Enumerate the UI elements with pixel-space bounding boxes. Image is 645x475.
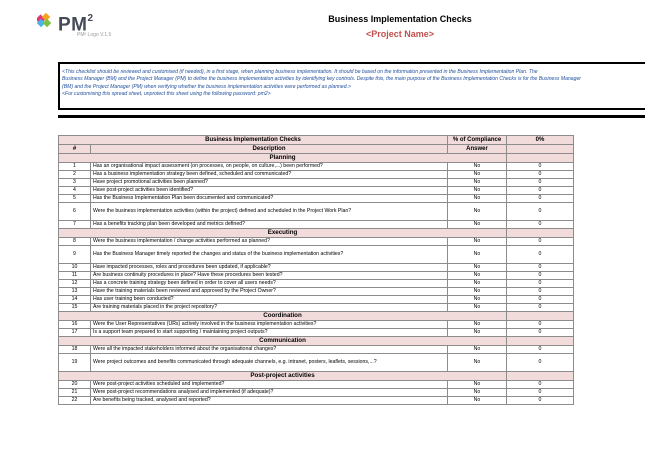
page-title: Business Implementation Checks	[328, 14, 472, 24]
row-description: Has a benefits tracking plan been developed and metrics defined?	[91, 221, 448, 229]
answer-select[interactable]: No	[448, 187, 507, 195]
row-score: 0	[507, 381, 574, 389]
row-description: Have impacted processes, roles and procedures been updated, if applicable?	[91, 264, 448, 272]
row-score: 0	[507, 304, 574, 312]
row-description: Have post-project activities been identified?	[91, 187, 448, 195]
row-number: 17	[59, 329, 91, 337]
row-number: 3	[59, 179, 91, 187]
instruction-line: Business Manager (BM) and the Project Manager (PM) to define the business implementation activities by identifying key controls. Despite this, the main purpose of the Business Implementation Checks is for the Business Manager	[62, 76, 581, 83]
row-number: 12	[59, 280, 91, 288]
row-score: 0	[507, 238, 574, 246]
row-score: 0	[507, 329, 574, 337]
row-number: 11	[59, 272, 91, 280]
pm2-logo-icon	[37, 13, 57, 29]
row-description: Are training materials placed in the project repository?	[91, 304, 448, 312]
section-header-row	[59, 229, 574, 238]
row-description: Were post-project recommendations analysed and implemented (if adequate)?	[91, 389, 448, 397]
divider-bar	[58, 115, 645, 118]
section-spacer	[507, 229, 574, 238]
section-spacer	[507, 337, 574, 346]
row-score: 0	[507, 179, 574, 187]
row-description: Has a concrete training strategy been defined in order to cover all users needs?	[91, 280, 448, 288]
table-row	[59, 304, 574, 312]
table-row	[59, 354, 574, 372]
row-score: 0	[507, 264, 574, 272]
section-header-row	[59, 337, 574, 346]
row-number: 4	[59, 187, 91, 195]
answer-select[interactable]: No	[448, 354, 507, 372]
logo-version: PM² Logo V.1.5	[77, 32, 112, 38]
row-description: Were the User Representatives (URs) actively involved in the business implementation activities?	[91, 321, 448, 329]
row-score: 0	[507, 296, 574, 304]
row-number: 16	[59, 321, 91, 329]
row-description: Has the Business Manager timely reported the changes and status of the business implementation activities?	[91, 246, 448, 264]
row-score: 0	[507, 346, 574, 354]
logo-wordmark: $PM^2$	[58, 13, 94, 36]
answer-select[interactable]: No	[448, 321, 507, 329]
row-score: 0	[507, 280, 574, 288]
answer-select[interactable]: No	[448, 272, 507, 280]
answer-select[interactable]: No	[448, 171, 507, 179]
answer-select[interactable]: No	[448, 195, 507, 203]
answer-select[interactable]: No	[448, 389, 507, 397]
row-score: 0	[507, 321, 574, 329]
answer-select[interactable]: No	[448, 203, 507, 221]
row-description: Has the Business Implementation Plan been documented and communicated?	[91, 195, 448, 203]
row-description: Are benefits being tracked, analysed and reported?	[91, 397, 448, 405]
row-number: 21	[59, 389, 91, 397]
table-row	[59, 221, 574, 229]
table-row	[59, 187, 574, 195]
row-number: 14	[59, 296, 91, 304]
table-row	[59, 389, 574, 397]
table-row	[59, 246, 574, 264]
table-row	[59, 264, 574, 272]
answer-select[interactable]: No	[448, 246, 507, 264]
checks-table	[58, 135, 574, 405]
answer-select[interactable]: No	[448, 296, 507, 304]
compliance-value: 0%	[507, 136, 574, 145]
row-score: 0	[507, 397, 574, 405]
section-title: Communication	[59, 337, 507, 346]
row-number: 8	[59, 238, 91, 246]
row-score: 0	[507, 389, 574, 397]
row-description: Were the business implementation / change activities performed as planned?	[91, 238, 448, 246]
table-row	[59, 381, 574, 389]
row-description: Has a business implementation strategy been defined, scheduled and communicated?	[91, 171, 448, 179]
section-title: Post-project activities	[59, 372, 507, 381]
row-description: Were the business implementation activities (within the project) defined and scheduled in the Project Work Plan?	[91, 203, 448, 221]
row-number: 5	[59, 195, 91, 203]
row-score: 0	[507, 163, 574, 171]
row-number: 20	[59, 381, 91, 389]
row-number: 18	[59, 346, 91, 354]
col-num-header: #	[59, 145, 91, 154]
compliance-label: % of Compliance	[448, 136, 507, 145]
row-score: 0	[507, 288, 574, 296]
row-description: Were post-project activities scheduled and implemented?	[91, 381, 448, 389]
row-score: 0	[507, 171, 574, 179]
table-row	[59, 346, 574, 354]
row-number: 6	[59, 203, 91, 221]
row-score: 0	[507, 195, 574, 203]
table-row	[59, 321, 574, 329]
table-row	[59, 296, 574, 304]
row-score: 0	[507, 221, 574, 229]
instruction-line: <For customising this spread sheet, unprotect this sheet using the following password: pm2>	[62, 91, 271, 98]
row-score: 0	[507, 187, 574, 195]
answer-select[interactable]: No	[448, 346, 507, 354]
answer-select[interactable]: No	[448, 381, 507, 389]
row-score: 0	[507, 246, 574, 264]
section-header-row	[59, 312, 574, 321]
section-title: Executing	[59, 229, 507, 238]
row-number: 1	[59, 163, 91, 171]
section-spacer	[507, 312, 574, 321]
column-header-row	[59, 145, 574, 154]
row-number: 19	[59, 354, 91, 372]
section-spacer	[507, 154, 574, 163]
row-number: 9	[59, 246, 91, 264]
table-row	[59, 288, 574, 296]
section-header-row	[59, 372, 574, 381]
section-title: Planning	[59, 154, 507, 163]
row-description: Were project outcomes and benefits communicated through adequate channels, e.g. intranet, posters, leaflets, sessions,...?	[91, 354, 448, 372]
row-score: 0	[507, 354, 574, 372]
row-number: 22	[59, 397, 91, 405]
table-title: Business Implementation Checks	[59, 136, 448, 145]
table-row	[59, 238, 574, 246]
row-description: Is a support team prepared to start supporting / maintaining project outputs?	[91, 329, 448, 337]
table-row	[59, 179, 574, 187]
table-row	[59, 171, 574, 179]
table-title-row	[59, 136, 574, 145]
table-row	[59, 280, 574, 288]
answer-select[interactable]: No	[448, 221, 507, 229]
row-number: 15	[59, 304, 91, 312]
answer-select[interactable]: No	[448, 238, 507, 246]
col-desc-header: Description	[91, 145, 448, 154]
answer-select[interactable]: No	[448, 264, 507, 272]
table-row	[59, 195, 574, 203]
row-description: Have the training materials been reviewed and approved by the Project Owner?	[91, 288, 448, 296]
instructions-box	[58, 62, 645, 110]
section-title: Coordination	[59, 312, 507, 321]
answer-select[interactable]: No	[448, 397, 507, 405]
answer-select[interactable]: No	[448, 280, 507, 288]
row-number: 13	[59, 288, 91, 296]
answer-select[interactable]: No	[448, 179, 507, 187]
row-score: 0	[507, 272, 574, 280]
row-description: Has user training been conducted?	[91, 296, 448, 304]
table-row	[59, 329, 574, 337]
instruction-line: <This checklist should be reviewed and customised (if needed), in a first stage, when planning business implementation. It should be based on the information presented in the Business Implementation Plan. The	[62, 69, 538, 75]
answer-select[interactable]: No	[448, 163, 507, 171]
table-row	[59, 397, 574, 405]
col-score-header	[507, 145, 574, 154]
row-description: Are business continuity procedures in place? Have these procedures been tested?	[91, 272, 448, 280]
row-description: Have project promotional activities been planned?	[91, 179, 448, 187]
row-number: 7	[59, 221, 91, 229]
answer-select[interactable]: No	[448, 304, 507, 312]
row-number: 2	[59, 171, 91, 179]
row-description: Has an organisational impact assessment (on processes, on people, on culture,...) been performed?	[91, 163, 448, 171]
row-score: 0	[507, 203, 574, 221]
table-row	[59, 163, 574, 171]
answer-select[interactable]: No	[448, 288, 507, 296]
table-row	[59, 272, 574, 280]
project-name: <Project Name>	[365, 29, 435, 39]
row-number: 10	[59, 264, 91, 272]
table-row	[59, 203, 574, 221]
row-description: Were all the impacted stakeholders informed about the organisational changes?	[91, 346, 448, 354]
answer-select[interactable]: No	[448, 329, 507, 337]
col-answer-header: Answer	[448, 145, 507, 154]
instruction-line: (BM) and the Project Manager (PM) when verifying whether the business implementation activities were performed as planned.>	[62, 83, 351, 90]
section-header-row	[59, 154, 574, 163]
section-spacer	[507, 372, 574, 381]
